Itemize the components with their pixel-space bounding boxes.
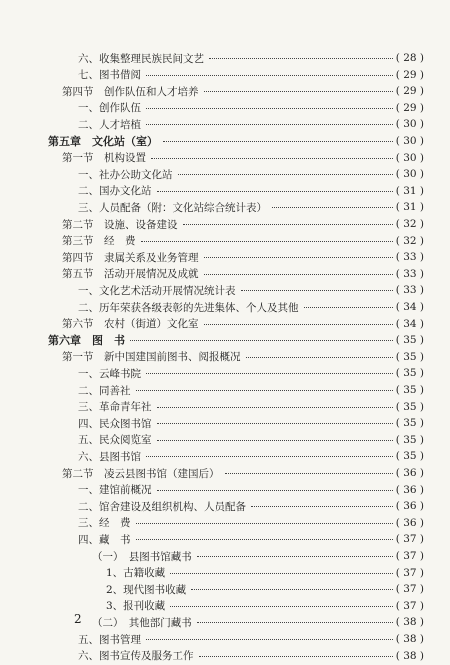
toc-entry-label: 六、图书宣传及服务工作 bbox=[78, 650, 194, 663]
toc-entry-label: 第一节 机构设置 bbox=[62, 152, 146, 165]
dot-leader bbox=[197, 555, 393, 557]
toc-entry-page: ( 35 ) bbox=[395, 384, 424, 396]
dot-leader bbox=[183, 223, 393, 225]
toc-entry-page: ( 37 ) bbox=[395, 566, 424, 579]
toc-entry[interactable] bbox=[0, 99, 450, 117]
dot-leader bbox=[157, 422, 393, 424]
dot-leader bbox=[204, 90, 393, 92]
toc-entry[interactable] bbox=[0, 248, 450, 266]
toc-entry-page: ( 33 ) bbox=[395, 284, 424, 297]
dot-leader bbox=[204, 256, 393, 258]
toc-entry[interactable] bbox=[0, 530, 450, 548]
dot-leader bbox=[170, 572, 393, 574]
toc-entry-page: ( 34 ) bbox=[395, 317, 424, 330]
dot-leader bbox=[199, 655, 393, 657]
dot-leader bbox=[151, 157, 393, 159]
toc-entry-label: 一、建馆前概况 bbox=[78, 484, 152, 497]
dot-leader bbox=[146, 123, 393, 125]
dot-leader bbox=[146, 372, 393, 374]
toc-entry[interactable] bbox=[0, 132, 450, 150]
toc-entry-label: 一、社办公助文化站 bbox=[78, 168, 173, 181]
toc-entry-label: 第六节 农村（街道）文化室 bbox=[62, 318, 199, 331]
toc-entry-page: ( 35 ) bbox=[395, 417, 424, 430]
toc-entry[interactable] bbox=[0, 115, 450, 133]
toc-entry-page: ( 36 ) bbox=[395, 516, 424, 529]
toc-entry-label: 五、民众阅览室 bbox=[78, 434, 152, 447]
toc-entry-label: 六、收集整理民族民间文艺 bbox=[78, 52, 204, 65]
toc-entry-label: 三、革命青年社 bbox=[78, 401, 152, 414]
toc-entry-page: ( 28 ) bbox=[395, 52, 424, 64]
page-number: 2 bbox=[74, 612, 82, 626]
toc-entry[interactable] bbox=[0, 182, 450, 200]
toc-entry-page: ( 32 ) bbox=[395, 234, 424, 247]
dot-leader bbox=[225, 472, 393, 474]
toc-entry-page: ( 30 ) bbox=[395, 118, 424, 131]
toc-entry[interactable] bbox=[0, 647, 450, 665]
toc-entry-label: 第二节 设施、设备建设 bbox=[62, 218, 178, 231]
toc-entry-label: 第四节 创作队伍和人才培养 bbox=[62, 85, 199, 98]
toc-entry-label: 第五章 文化站（室） bbox=[48, 135, 158, 148]
toc-entry[interactable] bbox=[0, 447, 450, 465]
toc-entry-label: 一、云峰书院 bbox=[78, 367, 141, 380]
dot-leader bbox=[251, 505, 393, 507]
toc-entry-label: 一、创作队伍 bbox=[78, 102, 141, 115]
toc-entry-label: 一、文化艺术活动开展情况统计表 bbox=[78, 284, 236, 297]
toc-entry-label: 七、图书借阅 bbox=[78, 69, 141, 82]
toc-entry[interactable] bbox=[0, 381, 450, 399]
toc-entry-page: ( 33 ) bbox=[395, 251, 424, 264]
toc-entry-label: 四、藏 书 bbox=[78, 533, 131, 546]
toc-entry-page: ( 29 ) bbox=[395, 101, 424, 114]
toc-entry-page: ( 36 ) bbox=[395, 467, 424, 479]
toc-entry[interactable] bbox=[0, 315, 450, 333]
toc-entry-label: 第六章 图 书 bbox=[48, 334, 125, 348]
dot-leader bbox=[146, 455, 393, 457]
toc-entry-label: （一） 县图书馆藏书 bbox=[92, 550, 192, 563]
dot-leader bbox=[157, 190, 393, 192]
toc-entry-page: ( 35 ) bbox=[395, 450, 424, 463]
toc-entry-page: ( 37 ) bbox=[395, 583, 424, 596]
toc-entry[interactable] bbox=[0, 497, 450, 515]
dot-leader bbox=[178, 173, 393, 175]
toc-entry[interactable] bbox=[0, 165, 450, 183]
dot-leader bbox=[146, 638, 393, 640]
dot-leader bbox=[163, 140, 393, 142]
toc-entry-page: ( 37 ) bbox=[395, 599, 424, 612]
toc-entry-label: 四、民众图书馆 bbox=[78, 417, 152, 430]
toc-entry[interactable] bbox=[0, 414, 450, 432]
toc-entry-label: 六、县图书馆 bbox=[78, 450, 141, 463]
toc-entry-page: ( 38 ) bbox=[395, 633, 424, 645]
dot-leader bbox=[141, 240, 393, 242]
toc-entry-page: ( 38 ) bbox=[395, 649, 424, 662]
toc-entry-label: 二、人才培植 bbox=[78, 118, 141, 131]
toc-entry[interactable] bbox=[0, 464, 450, 482]
dot-leader bbox=[136, 538, 393, 540]
toc-entry[interactable] bbox=[0, 82, 450, 100]
toc-entry-label: 2、现代图书收藏 bbox=[106, 583, 187, 596]
toc-entry-page: ( 30 ) bbox=[395, 168, 424, 181]
dot-leader bbox=[157, 406, 393, 408]
toc-entry-page: ( 36 ) bbox=[395, 483, 424, 496]
toc-entry[interactable] bbox=[0, 281, 450, 299]
toc-entry[interactable] bbox=[0, 198, 450, 216]
toc-entry[interactable] bbox=[0, 331, 450, 349]
dot-leader bbox=[246, 356, 393, 358]
dot-leader bbox=[241, 289, 393, 291]
dot-leader bbox=[146, 107, 393, 109]
dot-leader bbox=[209, 57, 393, 59]
toc-entry[interactable] bbox=[0, 232, 450, 250]
toc-entry[interactable] bbox=[0, 49, 450, 67]
toc-entry-label: 三、人员配备（附：文化站综合统计表） bbox=[78, 201, 267, 214]
toc-entry-label: （二） 其他部门藏书 bbox=[92, 616, 192, 629]
toc-entry-page: ( 33 ) bbox=[395, 267, 424, 280]
toc-entry-page: ( 29 ) bbox=[395, 68, 424, 81]
toc-entry-page: ( 35 ) bbox=[395, 400, 424, 413]
toc-entry-page: ( 30 ) bbox=[395, 151, 424, 164]
toc-entry-label: 第二节 凌云县图书馆（建国后） bbox=[62, 467, 220, 480]
toc-entry-page: ( 30 ) bbox=[395, 135, 424, 147]
toc-entry[interactable] bbox=[0, 265, 450, 283]
dot-leader bbox=[191, 588, 393, 590]
dot-leader bbox=[272, 206, 393, 208]
toc-entry[interactable] bbox=[0, 149, 450, 167]
toc-entry-page: ( 31 ) bbox=[395, 184, 424, 197]
toc-entry-label: 二、国办文化站 bbox=[78, 185, 152, 198]
dot-leader bbox=[157, 489, 393, 491]
toc-entry-page: ( 31 ) bbox=[395, 201, 424, 214]
toc-entry[interactable] bbox=[0, 514, 450, 532]
toc-entry[interactable] bbox=[0, 215, 450, 233]
toc-entry-label: 二、同善社 bbox=[78, 384, 131, 397]
toc-entry-page: ( 32 ) bbox=[395, 218, 424, 230]
toc-entry-label: 第四节 隶属关系及业务管理 bbox=[62, 251, 199, 264]
toc-entry-page: ( 34 ) bbox=[395, 301, 424, 313]
dot-leader bbox=[204, 273, 393, 275]
toc-entry-page: ( 29 ) bbox=[395, 85, 424, 98]
toc-entry[interactable] bbox=[0, 481, 450, 499]
toc-entry[interactable] bbox=[0, 66, 450, 84]
toc-entry-label: 二、历年荣获各级表彰的先进集体、个人及其他 bbox=[78, 301, 299, 314]
toc-entry[interactable] bbox=[0, 348, 450, 366]
toc-entry-page: ( 35 ) bbox=[395, 433, 424, 446]
dot-leader bbox=[157, 439, 393, 441]
toc-entry-label: 第一节 新中国建国前图书、阅报概况 bbox=[62, 351, 241, 364]
dot-leader bbox=[204, 323, 393, 325]
dot-leader bbox=[146, 74, 393, 76]
toc-entry[interactable] bbox=[0, 547, 450, 565]
toc-entry-page: ( 37 ) bbox=[395, 533, 424, 546]
toc-entry[interactable] bbox=[0, 580, 450, 598]
dot-leader bbox=[197, 621, 393, 623]
toc-entry-page: ( 35 ) bbox=[395, 350, 424, 363]
toc-entry[interactable] bbox=[0, 431, 450, 449]
toc-entry-label: 二、馆舍建设及组织机构、人员配备 bbox=[78, 500, 246, 513]
toc-entry-page: ( 37 ) bbox=[395, 550, 424, 562]
dot-leader bbox=[136, 522, 393, 524]
toc-entry[interactable] bbox=[0, 613, 450, 631]
dot-leader bbox=[304, 306, 393, 308]
toc-entry[interactable] bbox=[0, 597, 450, 615]
dot-leader bbox=[136, 389, 393, 391]
toc-entry-label: 3、报刊收藏 bbox=[106, 600, 166, 613]
toc-entry-label: 第五节 活动开展情况及成就 bbox=[62, 268, 199, 281]
toc-entry-page: ( 35 ) bbox=[395, 367, 424, 380]
toc-entry[interactable] bbox=[0, 630, 450, 648]
toc-entry-label: 1、古籍收藏 bbox=[106, 567, 166, 580]
toc-entry-page: ( 35 ) bbox=[395, 334, 424, 347]
toc-entry[interactable] bbox=[0, 398, 450, 416]
toc-entry-label: 三、经 费 bbox=[78, 517, 131, 530]
toc-entry-label: 五、图书管理 bbox=[78, 633, 141, 646]
toc-entry-page: ( 36 ) bbox=[395, 500, 424, 513]
dot-leader bbox=[130, 339, 393, 341]
toc-entry-label: 第三节 经 费 bbox=[62, 235, 136, 248]
toc-entry[interactable] bbox=[0, 564, 450, 582]
toc-entry-page: ( 38 ) bbox=[395, 616, 424, 629]
toc-entry[interactable] bbox=[0, 298, 450, 316]
toc-entry[interactable] bbox=[0, 364, 450, 382]
dot-leader bbox=[170, 605, 393, 607]
